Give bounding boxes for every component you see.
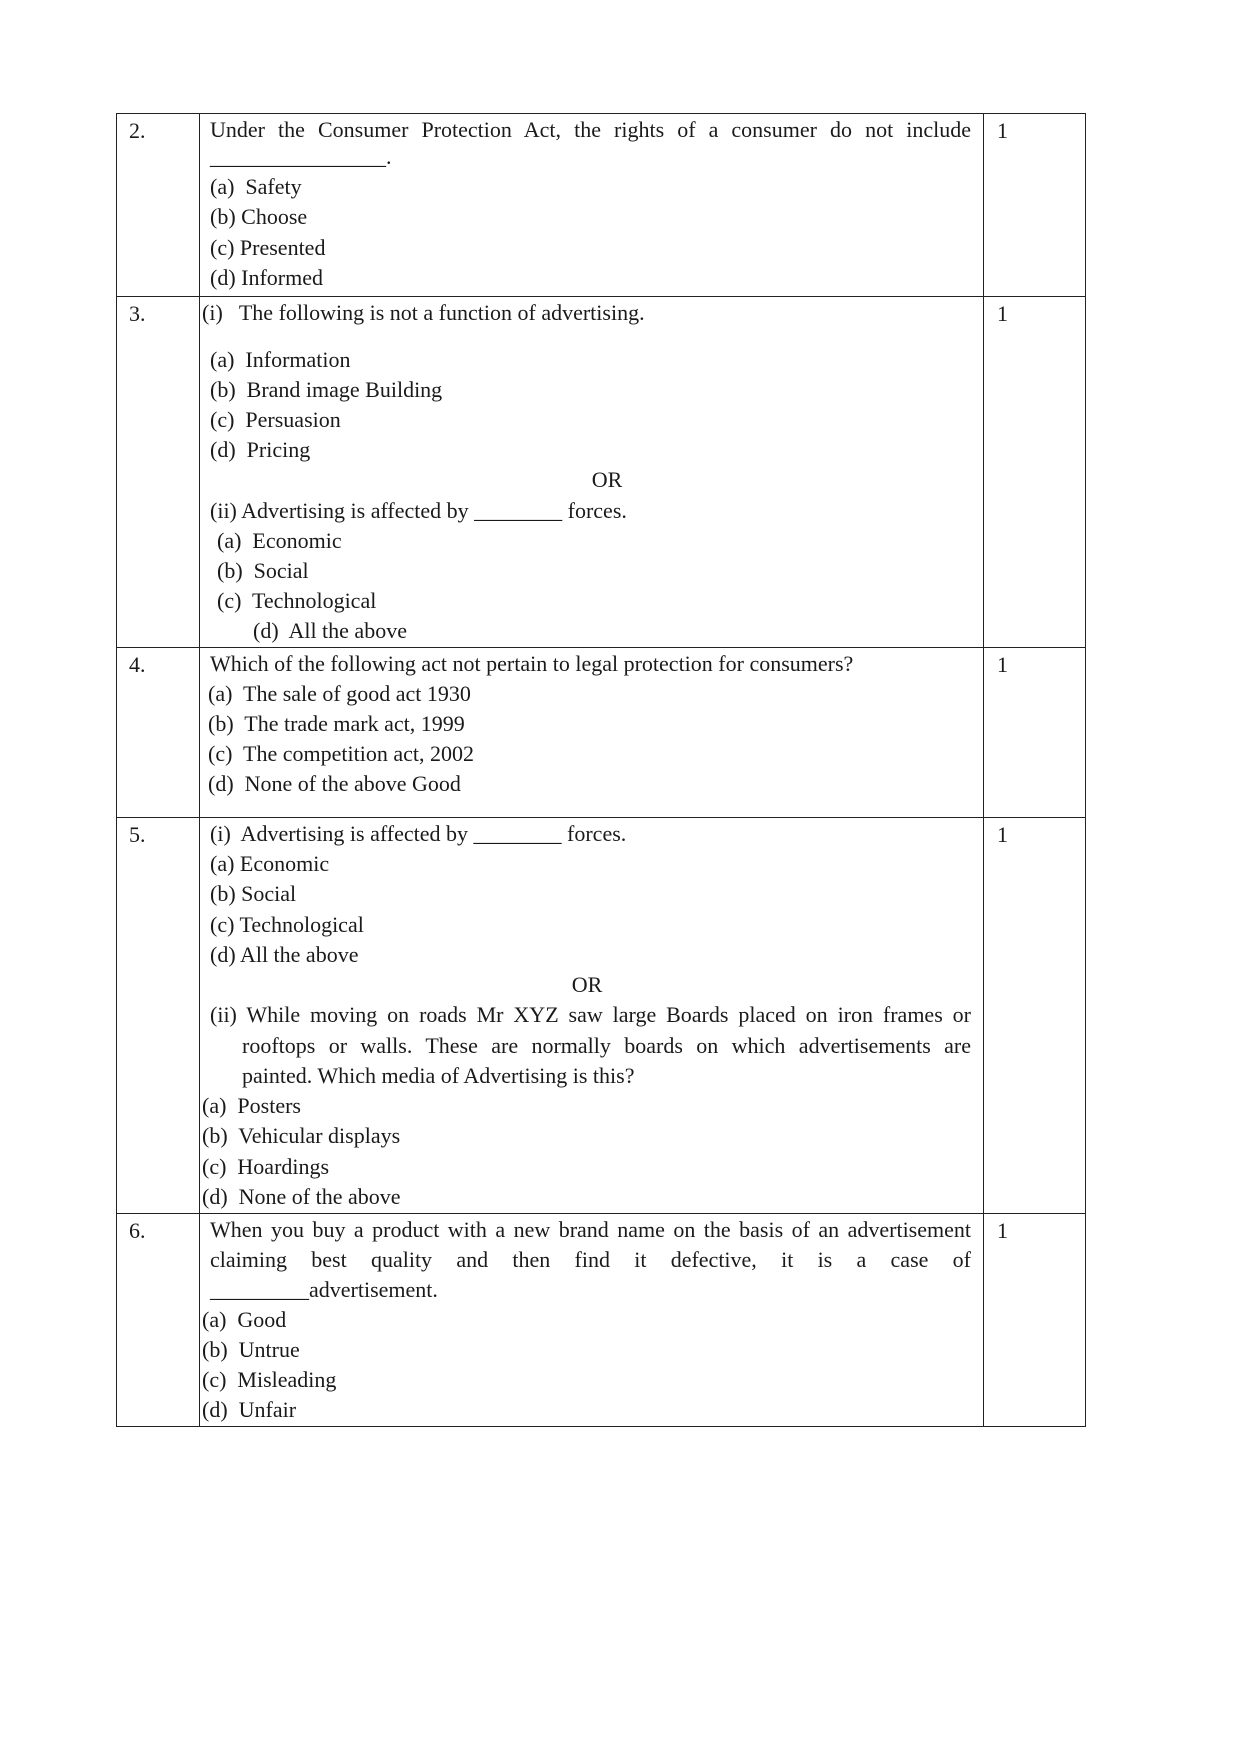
question-marks: 1 [997, 652, 1008, 677]
question-stem-part-ii-line-3: painted. Which media of Advertising is this? [242, 1063, 635, 1088]
option-d: (d) None of the above Good [208, 771, 461, 796]
option-c: (c) Technological [210, 912, 364, 937]
option-d: (d) Informed [210, 265, 324, 290]
option-c: (c) Presented [210, 235, 326, 260]
option-a: (a) Information [210, 347, 351, 372]
question-row-6 [116, 1213, 1086, 1427]
question-stem-part-ii: (ii) Advertising is affected by ________ forces. [210, 498, 627, 523]
or-label: OR [571, 972, 603, 997]
question-stem-part-i: (i) The following is not a function of advertising. [202, 300, 645, 325]
question-stem-part-ii-line-1: (ii) While moving on roads Mr XYZ saw large Boards placed on iron frames or [210, 1002, 971, 1027]
option-a: (a) Good [202, 1307, 287, 1332]
question-marks: 1 [997, 118, 1008, 143]
question-stem-line-3: _________advertisement. [210, 1277, 438, 1302]
question-marks: 1 [997, 301, 1008, 326]
option-b: (b) Untrue [202, 1337, 300, 1362]
option-c: (c) Technological [217, 588, 377, 613]
question-stem-line-1: When you buy a product with a new brand name on the basis of an advertisement [210, 1217, 971, 1242]
question-marks: 1 [997, 1218, 1008, 1243]
question-blank: ________________. [210, 144, 392, 169]
question-row-5 [116, 817, 1086, 1214]
option-d: (d) None of the above [202, 1184, 401, 1209]
option-a: (a) Posters [202, 1093, 301, 1118]
question-row-2 [116, 113, 1086, 297]
option-c: (c) The competition act, 2002 [208, 741, 474, 766]
option-c: (c) Misleading [202, 1367, 337, 1392]
option-d: (d) Unfair [202, 1397, 297, 1422]
option-a: (a) Safety [210, 174, 302, 199]
option-b: (b) Social [217, 558, 309, 583]
option-d: (d) All the above [210, 942, 359, 967]
question-row-4 [116, 647, 1086, 818]
option-c: (c) Hoardings [202, 1154, 330, 1179]
or-label: OR [591, 467, 623, 492]
question-stem: Under the Consumer Protection Act, the rights of a consumer do not include [210, 117, 971, 142]
option-c: (c) Persuasion [210, 407, 341, 432]
option-d: (d) All the above [253, 618, 407, 643]
question-row-3 [116, 296, 1086, 648]
option-b: (b) Social [210, 881, 297, 906]
option-a: (a) Economic [217, 528, 342, 553]
question-stem-line-2: claiming best quality and then find it defective, it is a case of [210, 1247, 971, 1272]
question-stem: Which of the following act not pertain to legal protection for consumers? [210, 651, 854, 676]
question-marks: 1 [997, 822, 1008, 847]
option-b: (b) The trade mark act, 1999 [208, 711, 465, 736]
question-number: 6. [129, 1218, 146, 1243]
option-d: (d) Pricing [210, 437, 311, 462]
question-number: 4. [129, 652, 146, 677]
option-b: (b) Vehicular displays [202, 1123, 401, 1148]
question-stem-part-ii-line-2: rooftops or walls. These are normally boards on which advertisements are [242, 1033, 971, 1058]
option-b: (b) Choose [210, 204, 308, 229]
question-stem-part-i: (i) Advertising is affected by ________ forces. [210, 821, 627, 846]
question-number: 3. [129, 301, 146, 326]
option-a: (a) Economic [210, 851, 330, 876]
question-number: 2. [129, 118, 146, 143]
option-b: (b) Brand image Building [210, 377, 443, 402]
option-a: (a) The sale of good act 1930 [208, 681, 471, 706]
question-number: 5. [129, 822, 146, 847]
